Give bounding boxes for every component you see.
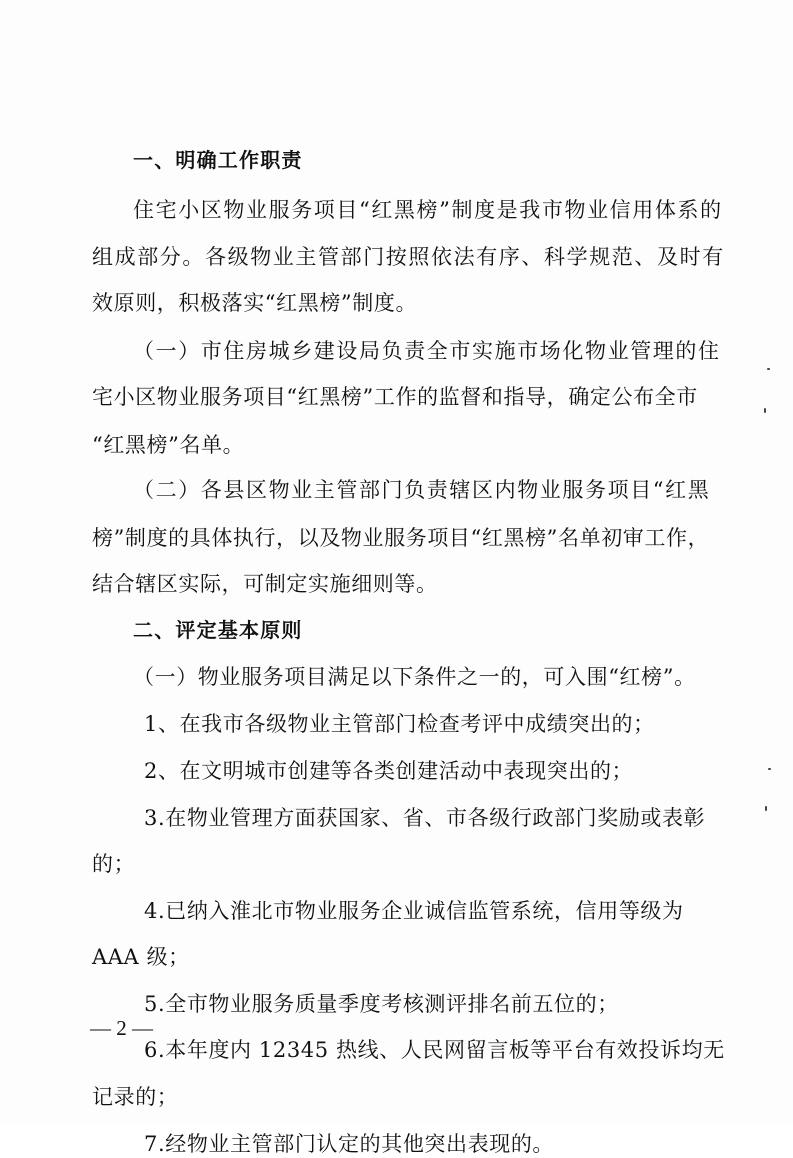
section-heading-1: 一、明确工作职责	[133, 148, 303, 172]
list-item: 6.本年度内 12345 热线、人民网留言板等平台有效投诉均无	[144, 1038, 725, 1062]
list-item: 4.已纳入淮北市物业服务企业诚信监管系统，信用等级为	[144, 899, 684, 923]
list-item: 3.在物业管理方面获国家、省、市各级行政部门奖励或表彰	[144, 806, 706, 830]
paragraph-line: 住宅小区物业服务项目“红黑榜”制度是我市物业信用体系的	[133, 198, 723, 222]
list-item-continuation: 的；	[92, 852, 136, 876]
scan-speck	[765, 806, 767, 811]
scan-speck	[767, 368, 770, 370]
paragraph-line: （二）各县区物业主管部门负责辖区内物业服务项目“红黑	[133, 478, 711, 502]
scan-speck	[768, 768, 771, 770]
paragraph-line: 结合辖区实际，可制定实施细则等。	[92, 572, 438, 596]
paragraph-line: （一）市住房城乡建设局负责全市实施市场化物业管理的住	[133, 339, 721, 363]
list-item: 1、在我市各级物业主管部门检查考评中成绩突出的；	[144, 712, 655, 736]
paragraph-line: 榜”制度的具体执行，以及物业服务项目“红黑榜”名单初审工作，	[92, 526, 710, 550]
paragraph-line: 宅小区物业服务项目“红黑榜”工作的监督和指导，确定公布全市	[92, 385, 698, 409]
paragraph-line: 效原则，积极落实“红黑榜”制度。	[92, 291, 418, 315]
section-heading-2: 二、评定基本原则	[133, 618, 303, 642]
list-item-continuation: 记录的；	[92, 1085, 179, 1109]
list-item: 7.经物业主管部门认定的其他突出表现的。	[144, 1132, 555, 1156]
page-number: — 2 —	[90, 1016, 153, 1040]
paragraph-line: （一）物业服务项目满足以下条件之一的，可入围“红榜”。	[133, 665, 696, 689]
scan-speck	[764, 408, 766, 413]
list-item-continuation: AAA 级；	[92, 945, 190, 969]
paragraph-line: “红黑榜”名单。	[92, 433, 245, 457]
list-item: 2、在文明城市创建等各类创建活动中表现突出的；	[144, 759, 634, 783]
list-item: 5.全市物业服务质量季度考核测评排名前五位的；	[144, 992, 619, 1016]
paragraph-line: 组成部分。各级物业主管部门按照依法有序、科学规范、及时有	[92, 245, 725, 269]
